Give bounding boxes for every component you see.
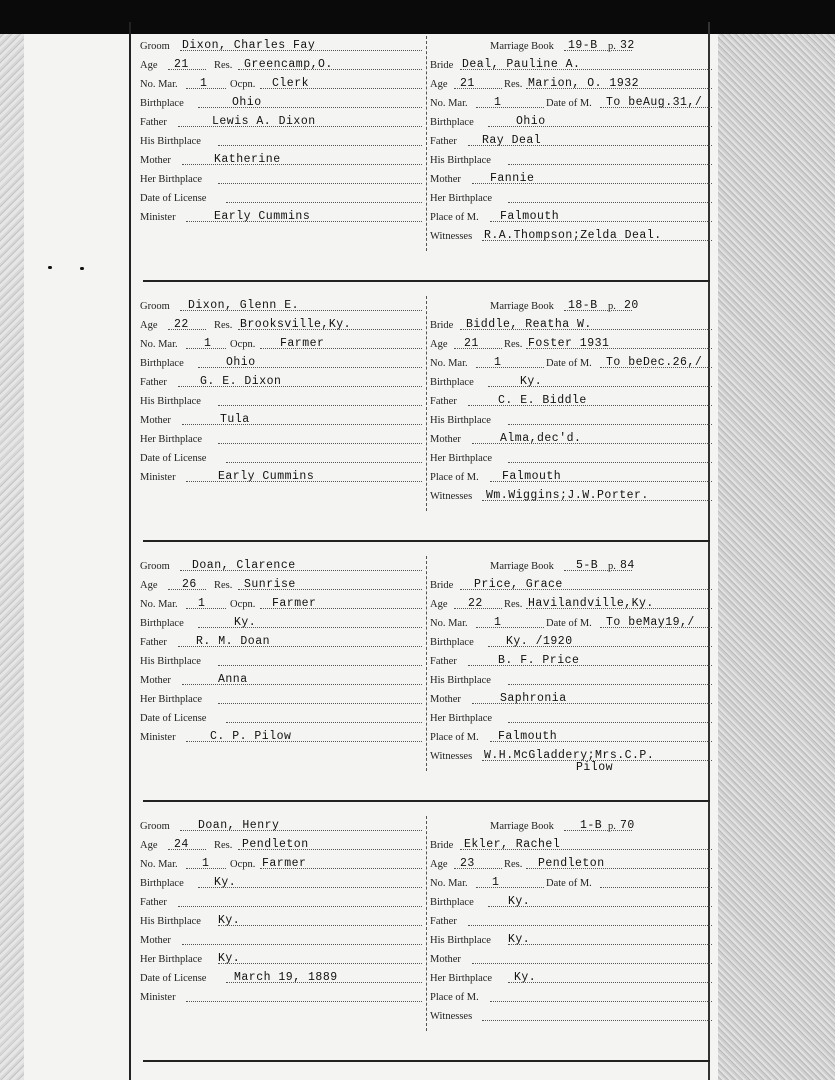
date-of-m-label: Date of M. — [546, 358, 592, 369]
father-label: Father — [430, 916, 457, 927]
bride-age: 21 — [464, 337, 479, 350]
groom-birthplace: Ohio — [226, 356, 256, 369]
his-birthplace-label: His Birthplace — [140, 656, 201, 667]
groom-label: Groom — [140, 561, 170, 572]
bride-label: Bride — [430, 840, 454, 851]
date-of-license-label: Date of License — [140, 713, 207, 724]
father-label: Father — [430, 136, 457, 147]
column-divider — [426, 556, 427, 771]
bride-label: Bride — [430, 580, 454, 591]
res-label: Res. — [504, 339, 523, 350]
bride-residence: Havilandville,Ky. — [528, 597, 654, 610]
groom-age: 22 — [174, 318, 189, 331]
age-label: Age — [140, 60, 158, 71]
bride-birthplace: Ky. — [508, 895, 531, 908]
bride-mother: Fannie — [490, 172, 535, 185]
page-label: p. — [608, 301, 616, 312]
witnesses-label: Witnesses — [430, 1011, 473, 1022]
her-birthplace-label: Her Birthplace — [140, 954, 203, 965]
mother-label: Mother — [430, 434, 461, 445]
father-label: Father — [140, 637, 167, 648]
bride-age: 23 — [460, 857, 475, 870]
date-of-license-label: Date of License — [140, 973, 207, 984]
marriage-book-page: 20 — [624, 299, 639, 312]
ocpn-label: Ocpn. — [230, 79, 256, 90]
res-label: Res. — [504, 859, 523, 870]
witnesses-names-continued: Pilow — [576, 761, 614, 774]
her-birthplace-label: Her Birthplace — [430, 453, 493, 464]
place-of-marriage: Falmouth — [500, 210, 560, 223]
age-label: Age — [140, 320, 158, 331]
groom-date-of-license: March 19, 1889 — [234, 971, 338, 984]
groom-occupation: Farmer — [272, 597, 317, 610]
bride-his-birthplace: Ky. — [508, 933, 531, 946]
mother-label: Mother — [430, 954, 461, 965]
scan-right-edge — [718, 0, 835, 1080]
groom-residence: Sunrise — [244, 578, 296, 591]
groom-mother: Tula — [220, 413, 250, 426]
groom-age: 21 — [174, 58, 189, 71]
father-label: Father — [430, 396, 457, 407]
mother-label: Mother — [140, 155, 171, 166]
marriage-book-label: Marriage Book — [490, 821, 554, 832]
groom-birthplace: Ky. — [234, 616, 257, 629]
her-birthplace-label: Her Birthplace — [140, 434, 203, 445]
birthplace-label: Birthplace — [140, 358, 184, 369]
groom-residence: Brooksville,Ky. — [240, 318, 352, 331]
groom-name: Doan, Clarence — [192, 559, 296, 572]
res-label: Res. — [214, 60, 233, 71]
bride-birthplace: Ky. — [520, 375, 543, 388]
no-mar-label: No. Mar. — [140, 859, 178, 870]
groom-label: Groom — [140, 821, 170, 832]
groom-no-mar: 1 — [200, 77, 208, 90]
minister-label: Minister — [140, 212, 176, 223]
bride-date-of-marriage: To beAug.31,/ — [606, 96, 703, 109]
birthplace-label: Birthplace — [430, 117, 474, 128]
page-label: p. — [608, 821, 616, 832]
groom-residence: Greencamp,O. — [244, 58, 333, 71]
bride-birthplace: Ky. /1920 — [506, 635, 573, 648]
groom-father: G. E. Dixon — [200, 375, 282, 388]
birthplace-label: Birthplace — [140, 618, 184, 629]
no-mar-label: No. Mar. — [430, 878, 468, 889]
father-label: Father — [140, 377, 167, 388]
groom-birthplace: Ky. — [214, 876, 237, 889]
birthplace-label: Birthplace — [430, 377, 474, 388]
marriage-book-label: Marriage Book — [490, 41, 554, 52]
her-birthplace-label: Her Birthplace — [430, 713, 493, 724]
mother-label: Mother — [140, 935, 171, 946]
witnesses-label: Witnesses — [430, 491, 473, 502]
record-separator — [143, 1060, 710, 1062]
bride-birthplace: Ohio — [516, 115, 546, 128]
father-label: Father — [140, 117, 167, 128]
marriage-record — [140, 296, 710, 526]
place-of-m-label: Place of M. — [430, 992, 479, 1003]
groom-label: Groom — [140, 301, 170, 312]
his-birthplace-label: His Birthplace — [140, 136, 201, 147]
groom-name: Dixon, Glenn E. — [188, 299, 300, 312]
bride-date-of-marriage: To beDec.26,/ — [606, 356, 703, 369]
record-separator — [143, 800, 710, 802]
bride-age: 22 — [468, 597, 483, 610]
groom-birthplace: Ohio — [232, 96, 262, 109]
left-margin-rule — [129, 22, 131, 1080]
column-divider — [426, 816, 427, 1031]
bride-name: Deal, Pauline A. — [462, 58, 581, 71]
minister-label: Minister — [140, 732, 176, 743]
marriage-record — [140, 36, 710, 266]
date-of-m-label: Date of M. — [546, 878, 592, 889]
bride-residence: Marion, O. 1932 — [528, 77, 640, 90]
witnesses-names: R.A.Thompson;Zelda Deal. — [484, 229, 662, 242]
groom-father: Lewis A. Dixon — [212, 115, 316, 128]
bride-no-mar: 1 — [494, 96, 502, 109]
witnesses-label: Witnesses — [430, 231, 473, 242]
res-label: Res. — [214, 320, 233, 331]
bride-mother: Alma,dec'd. — [500, 432, 582, 445]
minister-label: Minister — [140, 472, 176, 483]
bride-name: Ekler, Rachel — [464, 838, 561, 851]
minister-label: Minister — [140, 992, 176, 1003]
scan-speck — [80, 267, 84, 270]
ocpn-label: Ocpn. — [230, 859, 256, 870]
age-label: Age — [430, 859, 448, 870]
groom-occupation: Farmer — [280, 337, 325, 350]
groom-occupation: Clerk — [272, 77, 310, 90]
page-label: p. — [608, 41, 616, 52]
marriage-book-page: 84 — [620, 559, 635, 572]
her-birthplace-label: Her Birthplace — [140, 174, 203, 185]
groom-no-mar: 1 — [198, 597, 206, 610]
res-label: Res. — [214, 580, 233, 591]
column-divider — [426, 36, 427, 251]
date-of-m-label: Date of M. — [546, 98, 592, 109]
groom-father: R. M. Doan — [196, 635, 271, 648]
marriage-record — [140, 816, 710, 1046]
no-mar-label: No. Mar. — [430, 98, 468, 109]
groom-mother: Katherine — [214, 153, 281, 166]
groom-residence: Pendleton — [242, 838, 309, 851]
groom-mother: Anna — [218, 673, 248, 686]
mother-label: Mother — [140, 675, 171, 686]
witnesses-label: Witnesses — [430, 751, 473, 762]
bride-no-mar: 1 — [492, 876, 500, 889]
groom-his-birthplace: Ky. — [218, 914, 241, 927]
res-label: Res. — [504, 599, 523, 610]
his-birthplace-label: His Birthplace — [140, 916, 201, 927]
minister-name: Early Cummins — [214, 210, 311, 223]
groom-label: Groom — [140, 41, 170, 52]
no-mar-label: No. Mar. — [140, 599, 178, 610]
minister-name: Early Cummins — [218, 470, 315, 483]
bride-mother: Saphronia — [500, 692, 567, 705]
res-label: Res. — [504, 79, 523, 90]
age-label: Age — [430, 599, 448, 610]
marriage-book-number: 5-B — [576, 559, 599, 572]
age-label: Age — [430, 79, 448, 90]
bride-residence: Pendleton — [538, 857, 605, 870]
groom-name: Dixon, Charles Fay — [182, 39, 316, 52]
mother-label: Mother — [140, 415, 171, 426]
marriage-book-number: 18-B — [568, 299, 598, 312]
marriage-book-number: 1-B — [580, 819, 603, 832]
bride-label: Bride — [430, 60, 454, 71]
ocpn-label: Ocpn. — [230, 599, 256, 610]
groom-her-birthplace: Ky. — [218, 952, 241, 965]
place-of-marriage: Falmouth — [502, 470, 562, 483]
place-of-m-label: Place of M. — [430, 212, 479, 223]
her-birthplace-label: Her Birthplace — [140, 694, 203, 705]
column-divider — [426, 296, 427, 511]
no-mar-label: No. Mar. — [140, 79, 178, 90]
bride-no-mar: 1 — [494, 356, 502, 369]
minister-name: C. P. Pilow — [210, 730, 292, 743]
age-label: Age — [430, 339, 448, 350]
scan-left-edge — [0, 0, 24, 1080]
mother-label: Mother — [430, 174, 461, 185]
his-birthplace-label: His Birthplace — [430, 155, 491, 166]
age-label: Age — [140, 580, 158, 591]
place-of-marriage: Falmouth — [498, 730, 558, 743]
place-of-m-label: Place of M. — [430, 732, 479, 743]
bride-father: Ray Deal — [482, 134, 542, 147]
date-of-m-label: Date of M. — [546, 618, 592, 629]
father-label: Father — [140, 897, 167, 908]
bride-name: Price, Grace — [474, 578, 563, 591]
witnesses-names: W.H.McGladdery;Mrs.C.P. — [484, 749, 655, 762]
marriage-book-label: Marriage Book — [490, 561, 554, 572]
date-of-license-label: Date of License — [140, 453, 207, 464]
marriage-book-page: 32 — [620, 39, 635, 52]
marriage-record — [140, 556, 710, 786]
his-birthplace-label: His Birthplace — [140, 396, 201, 407]
record-separator — [143, 540, 710, 542]
age-label: Age — [140, 840, 158, 851]
his-birthplace-label: His Birthplace — [430, 415, 491, 426]
bride-father: C. E. Biddle — [498, 394, 587, 407]
page-label: p. — [608, 561, 616, 572]
father-label: Father — [430, 656, 457, 667]
bride-father: B. F. Price — [498, 654, 580, 667]
birthplace-label: Birthplace — [430, 637, 474, 648]
res-label: Res. — [214, 840, 233, 851]
her-birthplace-label: Her Birthplace — [430, 973, 493, 984]
groom-age: 24 — [174, 838, 189, 851]
bride-residence: Foster 1931 — [528, 337, 610, 350]
his-birthplace-label: His Birthplace — [430, 675, 491, 686]
scan-speck — [48, 266, 52, 269]
mother-label: Mother — [430, 694, 461, 705]
groom-no-mar: 1 — [204, 337, 212, 350]
bride-date-of-marriage: To beMay19,/ — [606, 616, 695, 629]
groom-occupation: Farmer — [262, 857, 307, 870]
bride-label: Bride — [430, 320, 454, 331]
bride-name: Biddle, Reatha W. — [466, 318, 592, 331]
birthplace-label: Birthplace — [430, 897, 474, 908]
groom-no-mar: 1 — [202, 857, 210, 870]
birthplace-label: Birthplace — [140, 878, 184, 889]
marriage-book-label: Marriage Book — [490, 301, 554, 312]
place-of-m-label: Place of M. — [430, 472, 479, 483]
record-separator — [143, 280, 710, 282]
date-of-license-label: Date of License — [140, 193, 207, 204]
ocpn-label: Ocpn. — [230, 339, 256, 350]
no-mar-label: No. Mar. — [430, 618, 468, 629]
no-mar-label: No. Mar. — [430, 358, 468, 369]
marriage-book-page: 70 — [620, 819, 635, 832]
his-birthplace-label: His Birthplace — [430, 935, 491, 946]
groom-name: Doan, Henry — [198, 819, 280, 832]
no-mar-label: No. Mar. — [140, 339, 178, 350]
marriage-book-number: 19-B — [568, 39, 598, 52]
birthplace-label: Birthplace — [140, 98, 184, 109]
bride-no-mar: 1 — [494, 616, 502, 629]
witnesses-names: Wm.Wiggins;J.W.Porter. — [486, 489, 649, 502]
bride-age: 21 — [460, 77, 475, 90]
groom-age: 26 — [182, 578, 197, 591]
bride-her-birthplace: Ky. — [514, 971, 537, 984]
her-birthplace-label: Her Birthplace — [430, 193, 493, 204]
